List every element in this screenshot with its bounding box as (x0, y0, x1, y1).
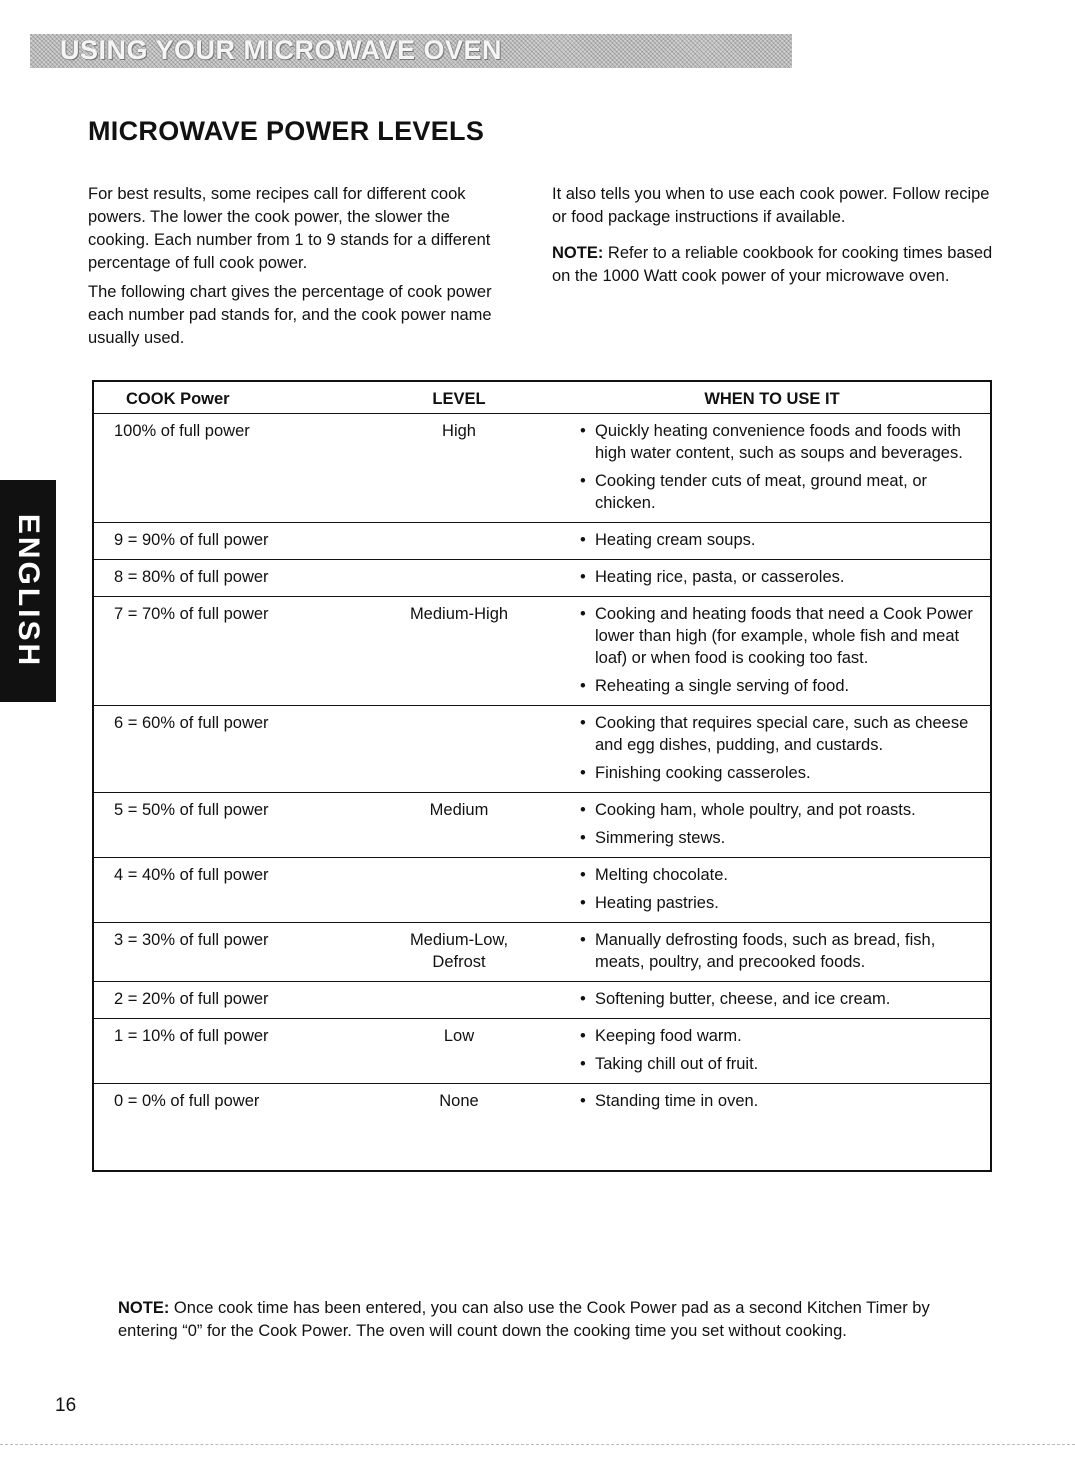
bottom-divider (0, 1444, 1075, 1445)
use-list (580, 1025, 980, 1075)
when-to-use-cell (554, 982, 991, 1019)
use-list-item: • Cooking that requires special care, such as cheese and egg dishes, pudding, and custards. (580, 712, 980, 756)
use-list (580, 988, 980, 1010)
use-list-item: • Cooking ham, whole poultry, and pot roasts. (580, 799, 980, 821)
cook-power-cell: 4 = 40% of full power (93, 858, 364, 923)
table-row (93, 793, 991, 858)
use-list (580, 929, 980, 973)
use-list-item: • Simmering stews. (580, 827, 980, 849)
column-header-when-to-use: WHEN TO USE IT (554, 381, 991, 414)
intro-note (552, 242, 1002, 288)
language-side-tab (0, 480, 56, 702)
cook-power-cell: 3 = 30% of full power (93, 923, 364, 982)
use-list-item: • Manually defrosting foods, such as bread, fish, meats, poultry, and precooked foods. (580, 929, 980, 973)
note-text: Refer to a reliable cookbook for cooking times based on the 1000 Watt cook power of your microwave oven. (552, 244, 993, 285)
level-cell (364, 597, 554, 706)
table-row (93, 706, 991, 793)
cook-power-cell: 7 = 70% of full power (93, 597, 364, 706)
level-cell (364, 1019, 554, 1084)
use-list (580, 799, 980, 849)
level-cell (364, 706, 554, 793)
level-cell (364, 414, 554, 523)
cook-power-cell: 100% of full power (93, 414, 364, 523)
intro-paragraph: It also tells you when to use each cook power. Follow recipe or food package instructions if available. (552, 185, 990, 226)
cook-power-cell: 5 = 50% of full power (93, 793, 364, 858)
intro-left-column (88, 183, 508, 356)
level-text: Medium (429, 801, 489, 819)
when-to-use-cell (554, 793, 991, 858)
level-cell (364, 923, 554, 982)
use-list (580, 529, 980, 551)
use-list-item: • Keeping food warm. (580, 1025, 980, 1047)
intro-paragraph: For best results, some recipes call for different cook powers. The lower the cook power, the slower the cooking. Each number from 1 to 9 stands for a different percentage of full cook power. (88, 185, 491, 272)
cook-power-table (92, 380, 992, 1172)
when-to-use-cell (554, 523, 991, 560)
table-row (93, 858, 991, 923)
note-label: NOTE: (118, 1299, 170, 1317)
level-text: Medium-Low, (409, 931, 509, 949)
cook-power-cell: 6 = 60% of full power (93, 706, 364, 793)
use-list-item: • Heating rice, pasta, or casseroles. (580, 566, 980, 588)
table-row (93, 523, 991, 560)
use-list-item: • Taking chill out of fruit. (580, 1053, 980, 1075)
use-list-item: • Reheating a single serving of food. (580, 675, 980, 697)
level-text: None (439, 1092, 479, 1110)
table-row (93, 597, 991, 706)
use-list (580, 712, 980, 784)
intro-right-column (552, 183, 1002, 288)
use-list-item: • Cooking and heating foods that need a Cook Power lower than high (for example, whole fish and meat loaf) or when food is cooking too fast. (580, 603, 980, 669)
language-side-tab-label: ENGLISH (12, 513, 45, 669)
use-list-item: • Quickly heating convenience foods and foods with high water content, such as soups and beverages. (580, 420, 980, 464)
section-banner-text: USING YOUR MICROWAVE OVEN (60, 35, 503, 65)
table-body (93, 414, 991, 1172)
table-row (93, 1084, 991, 1172)
when-to-use-cell (554, 1084, 991, 1172)
level-cell (364, 793, 554, 858)
intro-paragraph: The following chart gives the percentage of cook power each number pad stands for, and the cook power name usually used. (88, 283, 492, 347)
table-row (93, 414, 991, 523)
level-cell (364, 858, 554, 923)
section-banner (30, 34, 792, 68)
when-to-use-cell (554, 597, 991, 706)
when-to-use-cell (554, 858, 991, 923)
level-text: Medium-High (409, 605, 509, 623)
level-text: High (442, 422, 476, 440)
level-cell (364, 1084, 554, 1172)
use-list (580, 420, 980, 514)
note-label: NOTE: (552, 244, 604, 262)
table-row (93, 982, 991, 1019)
use-list-item: • Finishing cooking casseroles. (580, 762, 980, 784)
when-to-use-cell (554, 414, 991, 523)
page-title: MICROWAVE POWER LEVELS (88, 116, 485, 146)
page-number: 16 (55, 1395, 77, 1416)
level-text: Defrost (432, 953, 486, 971)
table-row (93, 1019, 991, 1084)
cook-power-cell: 9 = 90% of full power (93, 523, 364, 560)
cook-power-cell: 1 = 10% of full power (93, 1019, 364, 1084)
table-row (93, 923, 991, 982)
use-list-item: • Melting chocolate. (580, 864, 980, 886)
use-list (580, 864, 980, 914)
note-text: Once cook time has been entered, you can also use the Cook Power pad as a second Kitchen Timer by entering “0” for the Cook Power. The oven will count down the cooking time you set without cooking. (118, 1299, 930, 1340)
use-list-item: • Cooking tender cuts of meat, ground meat, or chicken. (580, 470, 980, 514)
when-to-use-cell (554, 1019, 991, 1084)
when-to-use-cell (554, 560, 991, 597)
use-list-item: • Heating cream soups. (580, 529, 980, 551)
footer-note (118, 1297, 948, 1343)
cook-power-cell: 0 = 0% of full power (114, 1092, 260, 1110)
use-list-item: • Heating pastries. (580, 892, 980, 914)
use-list (580, 566, 980, 588)
level-cell (364, 982, 554, 1019)
table-row (93, 560, 991, 597)
cook-power-cell: 8 = 80% of full power (93, 560, 364, 597)
column-header-level: LEVEL (364, 381, 554, 414)
use-list-item: • Softening butter, cheese, and ice cream. (580, 988, 980, 1010)
column-header-cook-power: COOK Power (93, 381, 364, 414)
use-list (580, 603, 980, 697)
level-text: Low (443, 1027, 475, 1045)
cook-power-cell: 2 = 20% of full power (93, 982, 364, 1019)
level-cell (364, 523, 554, 560)
when-to-use-cell (554, 706, 991, 793)
use-list-item: • Standing time in oven. (580, 1090, 980, 1112)
when-to-use-cell (554, 923, 991, 982)
level-cell (364, 560, 554, 597)
table-header-row (93, 381, 991, 414)
use-list (580, 1090, 980, 1112)
